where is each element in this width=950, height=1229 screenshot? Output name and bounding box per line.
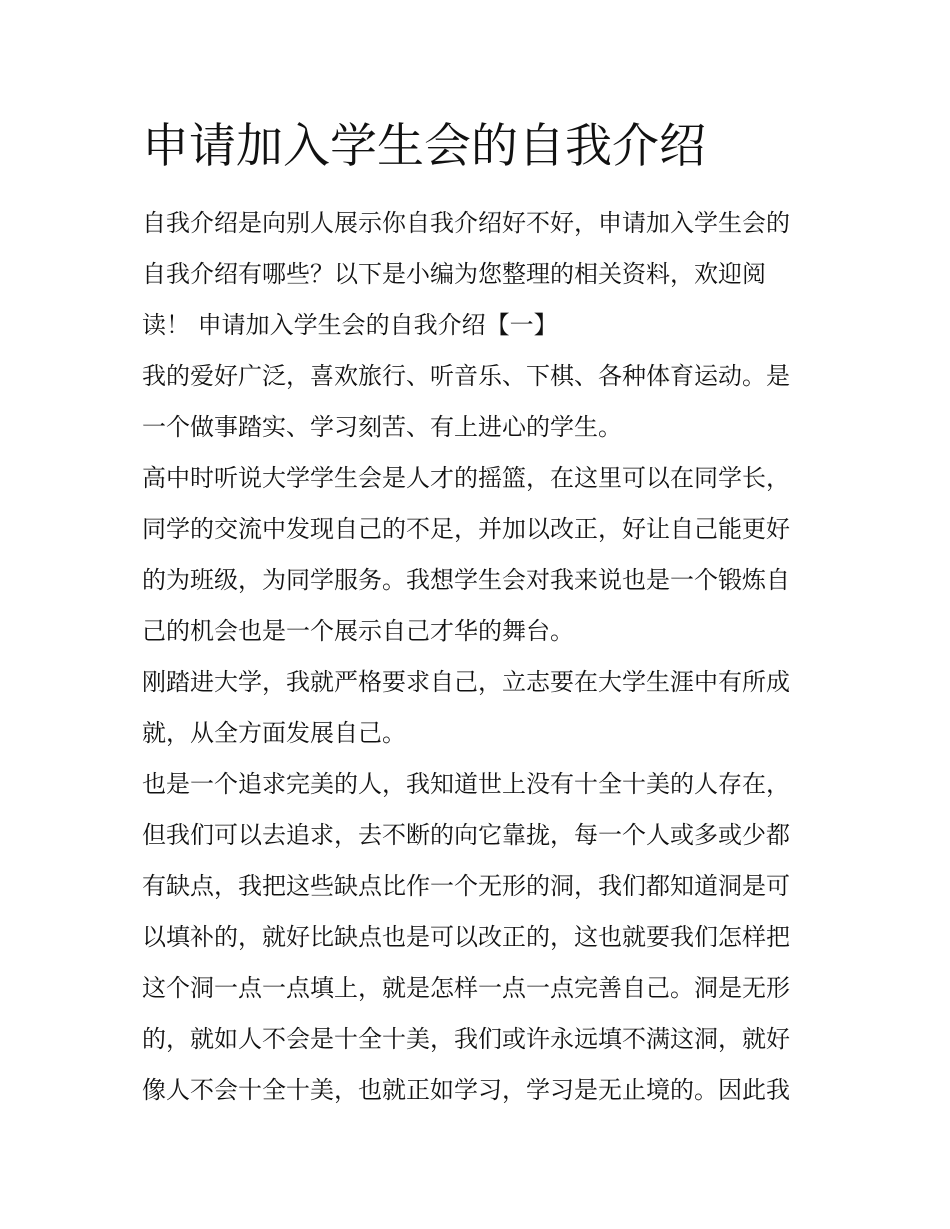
text-line: 刚踏进大学，我就严格要求自己，立志要在大学生涯中有所成	[142, 668, 790, 696]
text-line: 但我们可以去追求，去不断的向它靠拢，每一个人或多或少都	[142, 821, 790, 849]
document-body	[142, 198, 814, 1116]
text-line: 高中时听说大学学生会是人才的摇篮，在这里可以在同学长，	[142, 464, 790, 492]
text-line: 一个做事踏实、学习刻苦、有上进心的学生。	[142, 413, 622, 441]
text-line: 自我介绍是向别人展示你自我介绍好不好，申请加入学生会的	[142, 209, 790, 237]
text-line: 的为班级，为同学服务。我想学生会对我来说也是一个锻炼自	[142, 566, 790, 594]
text-line: 己的机会也是一个展示自己才华的舞台。	[142, 617, 574, 645]
text-line: 也是一个追求完美的人，我知道世上没有十全十美的人存在，	[142, 770, 790, 798]
text-line: 我的爱好广泛，喜欢旅行、听音乐、下棋、各种体育运动。是	[142, 362, 790, 390]
text-line: 自我介绍有哪些？以下是小编为您整理的相关资料，欢迎阅	[142, 260, 766, 288]
text-line: 的，就如人不会是十全十美，我们或许永远填不满这洞，就好	[142, 1025, 790, 1053]
text-line: 像人不会十全十美，也就正如学习，学习是无止境的。因此我	[142, 1076, 790, 1104]
text-line: 就，从全方面发展自己。	[142, 719, 406, 747]
text-line: 同学的交流中发现自己的不足，并加以改正，好让自己能更好	[142, 515, 790, 543]
text-line: 以填补的，就好比缺点也是可以改正的，这也就要我们怎样把	[142, 923, 790, 951]
text-line: 这个洞一点一点填上，就是怎样一点一点完善自己。洞是无形	[142, 974, 790, 1002]
text-line: 有缺点，我把这些缺点比作一个无形的洞，我们都知道洞是可	[142, 872, 790, 900]
document-title: 申请加入学生会的自我介绍	[142, 119, 706, 174]
text-line: 读！ 申请加入学生会的自我介绍【一】	[142, 311, 558, 339]
